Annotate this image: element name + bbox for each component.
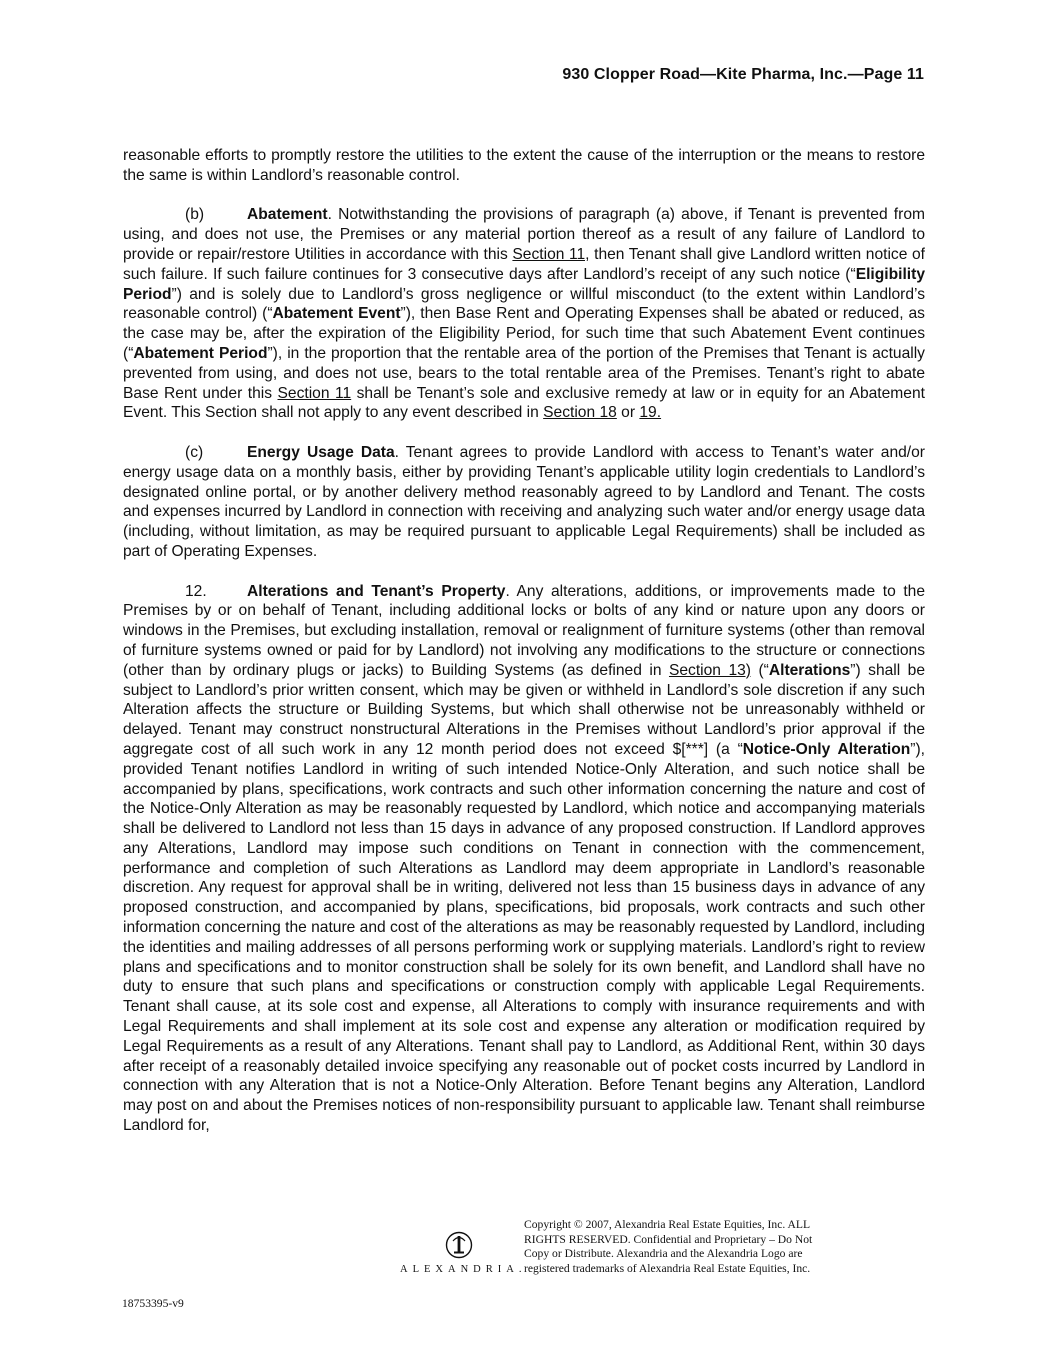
defined-term: Abatement Period (133, 344, 268, 362)
copyright-notice (524, 1218, 884, 1276)
page-header: 930 Clopper Road—Kite Pharma, Inc.—Page 11 (562, 66, 924, 83)
section-reference: 19. (639, 404, 662, 422)
paragraph-text: . Notwithstanding the provisions of paragraph (a) above, if Tenant is prevented from using, and does not use, the Premises or any material portion thereof as a result of any failure of Landlord to provide or repair/restore Utilities in accordance with this (123, 206, 925, 263)
paragraph-text: ”) and is solely due to Landlord’s gross negligence or willful misconduct (to the extent within Landlord’s reasonable control) (“ (123, 285, 925, 323)
section-reference: Section 18 (543, 404, 617, 422)
paragraph-abatement (123, 205, 925, 423)
defined-term: Notice-Only Alteration (742, 740, 911, 758)
section-reference: Section 11, (512, 245, 590, 263)
alexandria-logo-icon (444, 1230, 474, 1260)
copyright-line: RIGHTS RESERVED. Confidential and Proprietary – Do Not (524, 1232, 813, 1246)
paragraph-text: then Tenant shall give Landlord written notice of such failure. If such failure continues for 3 consecutive days after Landlord’s receipt of any such notice (“ (123, 245, 925, 283)
paragraph-text: . Any alterations, additions, or improvements made to the Premises by or on behalf of Tenant, including additional locks or bolts of any kind or nature upon any doors or windows in the Premises, but excluding installation, removal or realignment of furniture systems (other than removal of furniture systems owned or paid for by Landlord) not involving any modifications to the structure or connections (other than by ordinary plugs or jacks) to Building Systems (as defined in (123, 582, 926, 679)
paragraph-text: ”), then Base Rent and Operating Expenses shall be abated or reduced, as the case may be, after the expiration of the Eligibility Period, for such time that such Abatement Event continues (“ (123, 305, 925, 362)
section-heading: Alterations and Tenant’s Property (247, 582, 506, 600)
copyright-line: Copy or Distribute. Alexandria and the Alexandria Logo are (524, 1247, 803, 1261)
document-body (123, 146, 925, 1136)
paragraph-text: or (616, 404, 640, 422)
defined-term: Eligibility Period (123, 265, 925, 303)
paragraph-utilities-continued (123, 146, 925, 186)
section-reference: Section 13) (668, 661, 751, 679)
defined-term: Abatement Event (272, 305, 401, 323)
paragraph-text: reasonable efforts to promptly restore the utilities to the extent the cause of the interruption or the means to restore the same is within Landlord’s reasonable control. (123, 147, 925, 184)
paragraph-text: ”) shall be subject to Landlord’s prior written consent, which may be given or withheld in Landlord’s sole discretion if any such Alteration affects the structure or Building Systems, but which shall otherwise not be unreasonably withheld or delayed. Tenant may construct nonstructural Alterations in the Premises without Landlord’s prior approval if the aggregate cost of all such work in any 12 month period does not exceed $[***] (a “ (123, 661, 926, 758)
section-number: 12. (185, 582, 207, 600)
paragraph-text: ”), in the proportion that the rentable area of the portion of the Premises that Tenant is actually prevented from using, and does not use, bears to the total rentable area of the Premises. Tenant’s right to abate Base Rent under this (123, 344, 925, 402)
section-reference: Section 11 (277, 384, 352, 402)
section-heading: Abatement (247, 206, 328, 224)
copyright-line: registered trademarks of Alexandria Real Estate Equities, Inc. (524, 1261, 811, 1275)
section-heading: Energy Usage Data (247, 443, 395, 461)
copyright-line: Copyright © 2007, Alexandria Real Estate Equities, Inc. ALL (524, 1218, 811, 1231)
paragraph-energy-usage (123, 443, 925, 562)
paragraph-marker: (b) (185, 206, 205, 224)
paragraph-marker: (c) (185, 443, 204, 461)
paragraph-alterations (123, 582, 925, 1136)
paragraph-text: (“ (750, 661, 769, 679)
defined-term: Alterations (768, 661, 851, 679)
paragraph-text: shall be Tenant’s sole and exclusive remedy at law or in equity for an Abatement Event. This Section shall not apply to any event described in (123, 384, 925, 422)
logo-wordmark: ALEXANDRIA. (400, 1264, 527, 1275)
paragraph-text: ”), provided Tenant notifies Landlord in writing of such intended Notice-Only Alteration, and such notice shall be accompanied by plans, specifications, work contracts and such other information concerning the nature and cost of the Notice-Only Alteration as may be reasonably requested by Landlord, which notice and accompanying materials shall be delivered to Landlord not less than 15 days in advance of any proposed construction. If Landlord approves any Alterations, Landlord may impose such conditions on Tenant in connection with the commencement, performance and completion of such Alterations as Landlord may deem appropriate in Landlord’s reasonable discretion. Any request for approval shall be in writing, delivered not less than 15 business days in advance of any proposed construction, and accompanied by plans, specifications, bid proposals, work contracts and such other information concerning the nature and cost of the alterations as may be reasonably requested by Landlord, including the identities and mailing addresses of all persons performing work or supplying materials. Landlord’s right to review plans and specifications and to monitor construction shall be solely for its own benefit, and Landlord shall have no duty to ensure that such plans and specifications or construction comply with applicable Legal Requirements. Tenant shall cause, at its sole cost and expense, all Alterations to comply with insurance requirements and with Legal Requirements and shall implement at its sole cost and expense any alteration or modification required by Legal Requirements as a result of any Alterations. Tenant shall pay to Landlord, as Additional Rent, within 30 days after receipt of a reasonably detailed invoice specifying any reasonable out of pocket costs incurred by Landlord in connection with any Alteration that is not a Notice-Only Alteration. Before Tenant begins any Alteration, Landlord may post on and about the Premises notices of non-responsibility pursuant to applicable law. Tenant shall reimburse Landlord for, (123, 740, 925, 1135)
alexandria-logo (400, 1230, 527, 1275)
document-id: 18753395-v9 (122, 1297, 184, 1310)
paragraph-text: . Tenant agrees to provide Landlord with access to Tenant’s water and/or energy usage data on a monthly basis, either by providing Tenant’s applicable utility login credentials to Landlord’s designated online portal, or by another delivery method reasonably agreed to by Landlord and Tenant. The costs and expenses incurred by Landlord in connection with receiving and analyzing such water and/or energy usage data (including, without limitation, as may be required pursuant to applicable Legal Requirements) shall be included as part of Operating Expenses. (123, 443, 925, 560)
